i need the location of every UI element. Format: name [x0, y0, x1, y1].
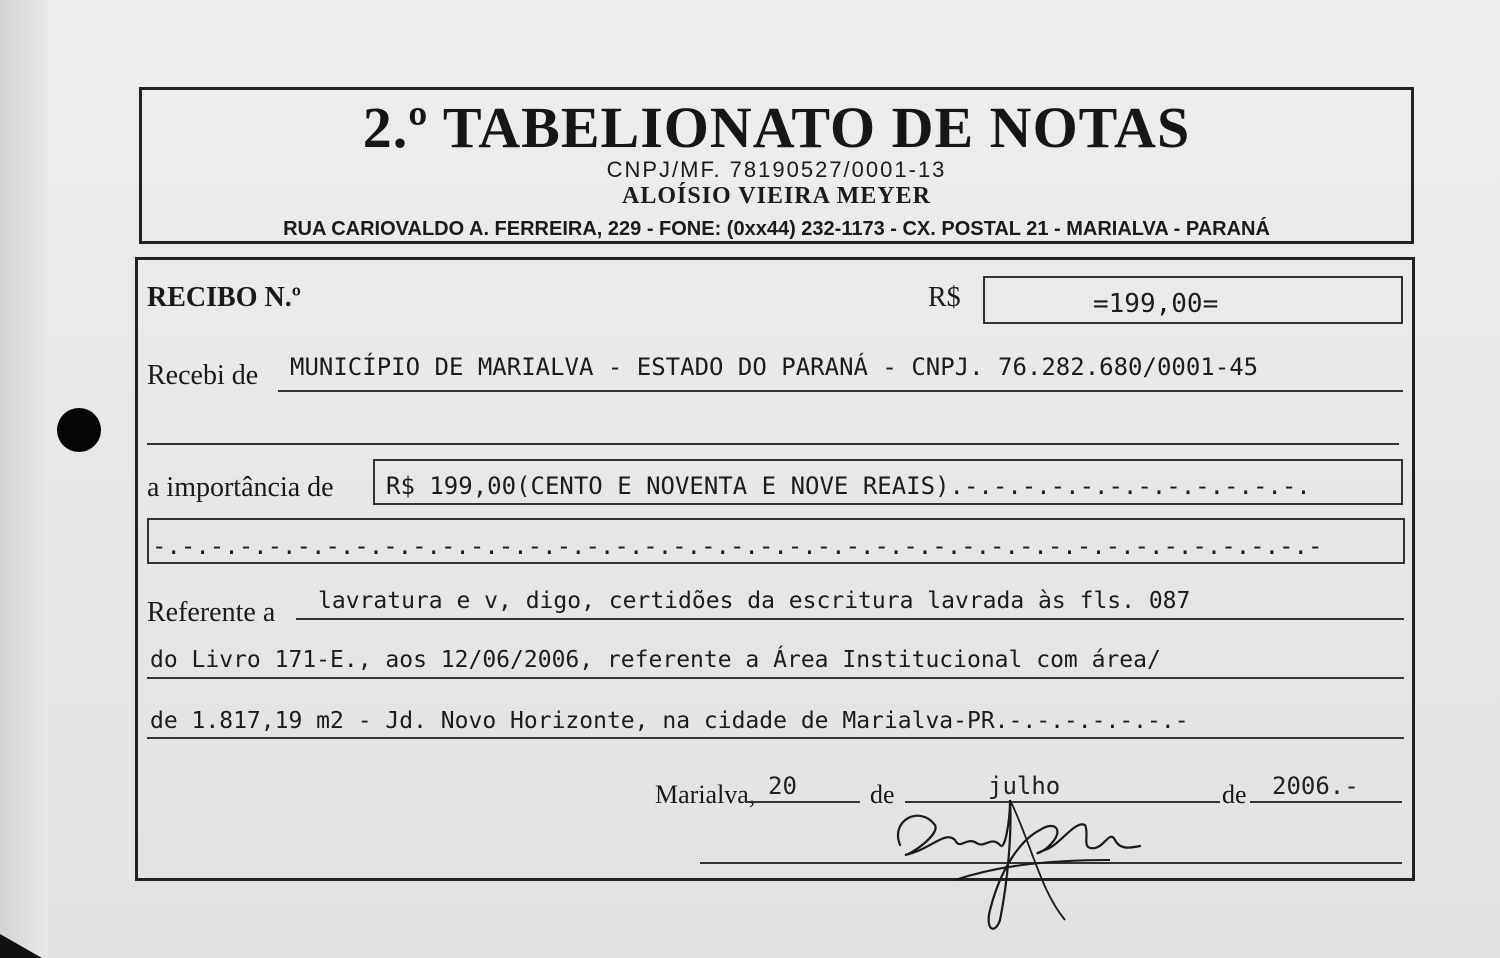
place-label: Marialva,	[655, 780, 756, 809]
date-year: 2006.-	[1272, 772, 1359, 800]
reference-line-1: lavratura e v, digo, certidões da escritura lavrada às fls. 087	[318, 588, 1191, 614]
reference-line-2: do Livro 171-E., aos 12/06/2006, referente a Área Institucional com área/	[150, 647, 1161, 673]
amount-words-label: a importância de	[147, 472, 334, 503]
receipt-number-label: RECIBO N.º	[147, 282, 301, 313]
punch-hole	[57, 408, 101, 452]
letterhead	[139, 87, 1414, 244]
signature-scribble	[880, 760, 1150, 950]
paper-edge	[0, 0, 48, 958]
reference-underline-2	[147, 677, 1404, 679]
amount-words-value: R$ 199,00(CENTO E NOVENTA E NOVE REAIS).-.-.-.-.-.-.-.-.-.-.-.-.	[386, 472, 1311, 500]
received-from-line	[278, 390, 1403, 392]
date-de-label: de	[870, 780, 895, 809]
amount-words-continuation: -.-.-.-.-.-.-.-.-.-.-.-.-.-.-.-.-.-.-.-.-.-.-.-.-.-.-.-.-.-.-.-.-.-.-.-.-.-.-.-.-	[152, 532, 1323, 560]
received-from-value: MUNICÍPIO DE MARIALVA - ESTADO DO PARANÁ - CNPJ. 76.282.680/0001-45	[290, 353, 1259, 381]
reference-line-3: de 1.817,19 m2 - Jd. Novo Horizonte, na cidade de Marialva-PR.-.-.-.-.-.-.-	[150, 708, 1189, 734]
date-month: julho	[988, 772, 1061, 800]
office-address: RUA CARIOVALDO A. FERREIRA, 229 - FONE: (0xx44) 232-1173 - CX. POSTAL 21 - MARIALVA - PARANÁ	[283, 218, 1270, 240]
office-cnpj: CNPJ/MF. 78190527/0001-13	[606, 157, 947, 182]
reference-underline-1	[296, 618, 1404, 620]
currency-label: R$	[928, 282, 961, 313]
year-line	[1250, 801, 1402, 803]
date-day: 20	[768, 772, 797, 800]
day-line	[745, 801, 860, 803]
reference-label: Referente a	[147, 597, 276, 628]
received-from-label: Recebi de	[147, 360, 259, 391]
reference-underline-3	[147, 737, 1404, 739]
amount-value: =199,00=	[1093, 289, 1219, 319]
office-owner: ALOÍSIO VIEIRA MEYER	[622, 183, 931, 209]
office-title: 2.º TABELIONATO DE NOTAS	[362, 95, 1191, 160]
blank-line	[147, 443, 1399, 445]
date-de-label-2: de	[1222, 780, 1247, 809]
